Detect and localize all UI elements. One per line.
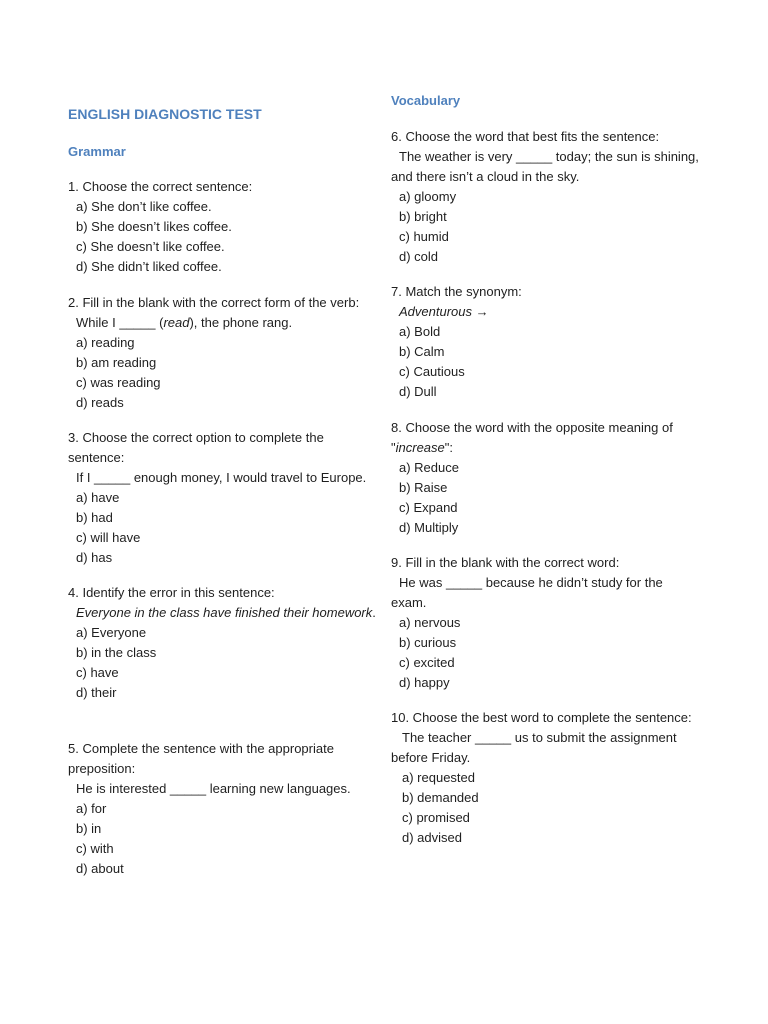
option-a: a) She don’t like coffee. [76,199,212,214]
question-text: 2. Fill in the blank with the correct form of the verb: [68,295,360,310]
option-c: c) with [76,841,114,856]
question-prompt [68,313,383,333]
question-text: 7. Match the synonym: [391,284,522,299]
page-title: ENGLISH DIAGNOSTIC TEST [68,106,262,122]
option-b: b) curious [399,635,457,650]
option-d: d) happy [399,675,450,690]
question-text: 3. Choose the correct option to complete the sentence: [68,430,324,465]
question-text: 9. Fill in the blank with the correct word: [391,555,620,570]
option-b: b) am reading [76,355,157,370]
option-d: d) Multiply [399,520,459,535]
question-prompt: He is interested _____ learning new languages. [76,781,351,796]
option-a: a) Bold [399,324,441,339]
option-a: a) Reduce [399,460,459,475]
option-d: d) advised [402,830,462,845]
question-prompt: If I _____ enough money, I would travel to Europe. [76,470,367,485]
section-heading-vocabulary: Vocabulary [391,93,461,108]
option-b: b) had [76,510,113,525]
option-b: b) demanded [402,790,479,805]
question-prompt [68,603,383,623]
option-c: c) will have [76,530,141,545]
question-text: 5. Complete the sentence with the appropriate preposition: [68,741,334,776]
option-c: c) Cautious [399,364,465,379]
prompt-word: Adventurous [399,304,472,319]
option-d: d) reads [76,395,124,410]
option-c: c) was reading [76,375,161,390]
option-c: c) humid [399,229,449,244]
option-a: a) gloomy [399,189,457,204]
option-b: b) in the class [76,645,157,660]
option-a: a) for [76,801,107,816]
arrow-icon: → [472,304,489,319]
option-a: a) nervous [399,615,461,630]
prompt-part: ), the phone rang. [189,315,293,330]
option-b: b) She doesn’t likes coffee. [76,219,232,234]
option-d: d) Dull [399,384,437,399]
option-c: c) promised [402,810,470,825]
question-text: 1. Choose the correct sentence: [68,179,253,194]
option-b: b) in [76,821,102,836]
option-d: d) about [76,861,124,876]
question-4 [68,583,383,703]
option-b: b) Raise [399,480,448,495]
prompt-part: While I _____ ( [76,315,164,330]
question-1 [68,177,383,277]
option-b: b) Calm [399,344,445,359]
option-a: a) reading [76,335,135,350]
question-prompt: The teacher _____ us to submit the assignment before Friday. [391,730,677,765]
option-c: c) have [76,665,119,680]
question-keyword: increase [395,440,445,455]
question-9 [391,553,701,693]
question-3 [68,428,383,568]
option-d: d) has [76,550,113,565]
question-text: 10. Choose the best word to complete the sentence: [391,710,692,725]
question-prompt: The weather is very _____ today; the sun is shining, and there isn’t a cloud in the sky. [391,149,699,184]
question-prompt: He was _____ because he didn’t study for the exam. [391,575,663,610]
prompt-verb: read [163,315,190,330]
question-part: ": [444,440,453,455]
question-text: 4. Identify the error in this sentence: [68,585,275,600]
option-d: d) their [76,685,117,700]
option-d: d) cold [399,249,439,264]
question-7 [391,282,701,402]
question-5 [68,739,383,879]
option-a: a) have [76,490,120,505]
option-c: c) She doesn’t like coffee. [76,239,225,254]
option-a: a) Everyone [76,625,147,640]
question-6 [391,127,701,267]
question-prompt [391,302,701,322]
option-d: d) She didn’t liked coffee. [76,259,222,274]
question-text: 6. Choose the word that best fits the sentence: [391,129,660,144]
option-b: b) bright [399,209,447,224]
option-c: c) excited [399,655,455,670]
question-part: 8. Choose the word with the opposite meaning of " [391,420,673,455]
section-heading-grammar: Grammar [68,144,126,159]
question-2 [68,293,383,413]
prompt-part: . [372,605,376,620]
prompt-sentence: Everyone in the class have finished their homework [76,605,373,620]
question-text [391,418,701,458]
option-a: a) requested [402,770,475,785]
option-c: c) Expand [399,500,458,515]
question-10 [391,708,701,848]
question-8 [391,418,701,538]
